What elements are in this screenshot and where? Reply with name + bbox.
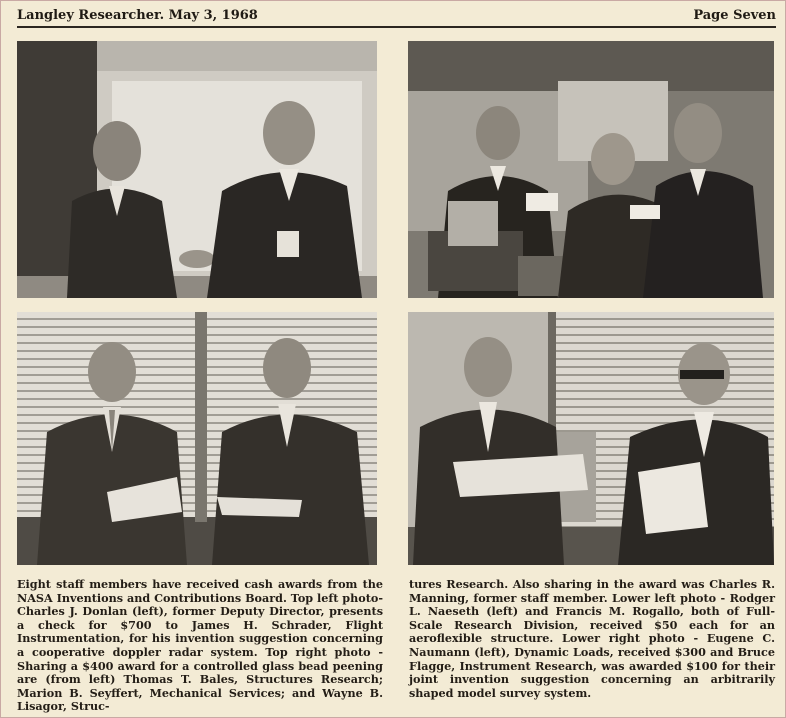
photo-top-right — [408, 41, 774, 298]
caption-column-left: Eight staff members have received cash awards from the NASA Inventions and Contributions Board. Top left photo-Charles J. Donlan (left), former Deputy Director, presents a check for $700 to James H. Schrader, Flight Instrumentation, for his invention suggestion concerning a cooperative doppler radar system. Top right photo - Sharing a $400 award for a controlled glass bead peening are (from left) Thomas T. Bales, Structures Research; Marion B. Seyffert, Mechanical Services; and Wayne B. Lisagor, Struc- — [17, 577, 383, 714]
photo-bottom-left — [17, 312, 377, 565]
page-header — [17, 8, 776, 26]
page-number: Page Seven — [693, 8, 776, 23]
header-rule — [17, 26, 776, 28]
publication-title: Langley Researcher. May 3, 1968 — [17, 8, 258, 23]
caption-column-right: tures Research. Also sharing in the award was Charles R. Manning, former staff member. Lower left photo - Rodger L. Naeseth (left) and Francis M. Rogallo, both of Full-Scale Research Division, received $50 each for an aeroflexible structure. Lower right photo - Eugene C. Naumann (left), Dynamic Loads, received $300 and Bruce Flagge, Instrument Research, was awarded $100 for their joint invention suggestion concerning an arbitrarily shaped model survey system. — [409, 577, 775, 700]
photo-top-left — [17, 41, 377, 298]
photo-bottom-right — [408, 312, 774, 565]
